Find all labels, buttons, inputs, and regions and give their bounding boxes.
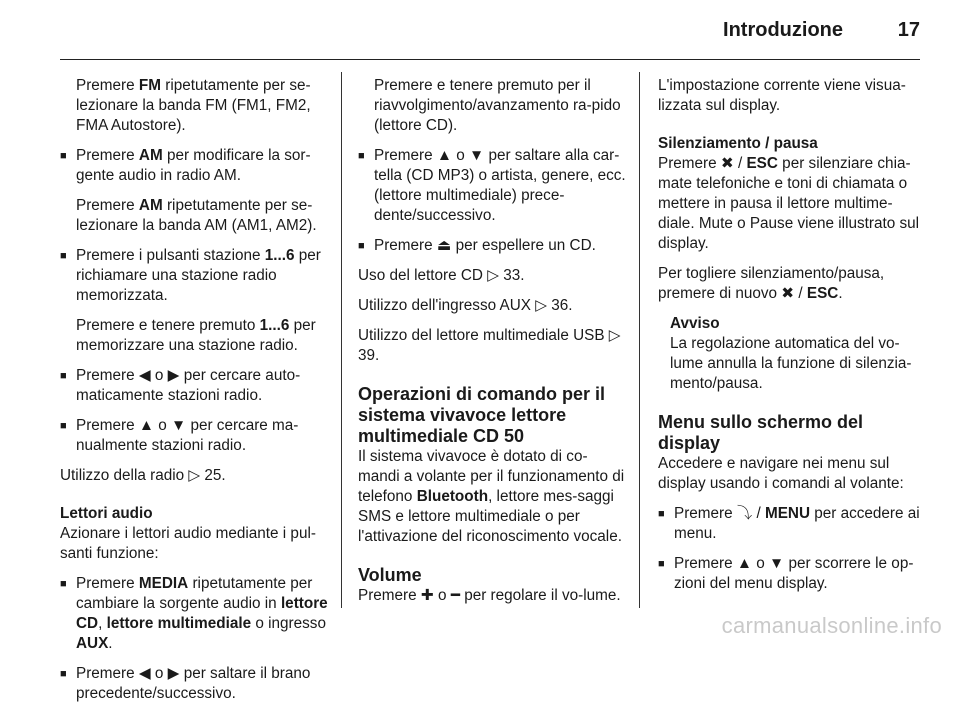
paragraph-fm: Premere FM ripetutamente per se-lezionare la banda FM (FM1, FM2, FMA Autostore). [76,77,311,134]
paragraph-mute: Premere ✖ / ESC per silenziare chia-mate telefoniche e toni di chiamata o mettere in pausa il lettore multime-diale. Mute o Pause viene illustrato sul display. [658,155,920,252]
list-item-am: ■ Premere AM per modificare la sor-gente audio in radio AM. Premere AM ripetutamente per se-lezionare la banda AM (AM1, AM2). [60,146,328,236]
column-1 [60,76,328,714]
aux-reference: Utilizzo dell'ingresso AUX ▷ 36. [358,297,573,314]
list-item-auto-seek: ■ Premere ◀ o ▶ per cercare auto-maticamente stazioni radio. [60,366,328,406]
radio-reference: Utilizzo della radio ▷ 25. [60,467,226,484]
list-item-menu-scroll: ■ Premere ▲ o ▼ per scorrere le op-zioni del menu display. [658,554,926,594]
paragraph-display-setting: L'impostazione corrente viene visua-lizzata sul display. [658,77,906,114]
paragraph-display-menu: Accedere e navigare nei menu sul display usando i comandi al volante: [658,455,904,492]
heading-volume: Volume [358,565,422,585]
list-item-media: ■ Premere MEDIA ripetutamente per cambiare la sorgente audio in lettore CD, lettore multimediale o ingresso AUX. [60,574,328,654]
note-text: La regolazione automatica del vo-lume annulla la funzione di silenzia-mento/pausa. [670,335,912,392]
heading-display-menu: Menu sullo schermo del display [658,412,864,453]
paragraph-volume: Premere ✚ o ━ per regolare il vo-lume. [358,587,621,604]
page-header [0,18,960,48]
watermark: carmanualsonline.info [721,613,942,638]
usb-reference: Utilizzo del lettore multimediale USB ▷ 39. [358,327,621,364]
section-title: Introduzione [723,19,843,41]
column-3 [658,76,926,604]
page-number: 17 [897,19,920,41]
list-item-station-buttons: ■ Premere i pulsanti stazione 1...6 per richiamare una stazione radio memorizzata. Premere e tenere premuto 1...6 per memorizzare una stazione radio. [60,246,328,356]
header-divider [60,59,920,60]
subheading-mute-pause: Silenziamento / pausa [658,135,818,152]
column-divider-1 [341,72,342,608]
column-2 [358,76,626,616]
subheading-audio-players: Lettori audio [60,505,153,522]
paragraph-fast-forward: Premere e tenere premuto per il riavvolgimento/avanzamento ra-pido (lettore CD). [374,77,621,134]
paragraph-handsfree: Il sistema vivavoce è dotato di co-mandi a volante per il funzionamento di telefono Bluetooth, lettore mes-saggi SMS e lettore multimediale o per l'attivazione del riconoscimento vocale. [358,448,625,545]
note-title: Avviso [670,315,720,332]
list-item-menu-access: ■ Premere ⤵ / MENU per accedere ai menu. [658,504,926,544]
heading-steering-controls: Operazioni di comando per il sistema vivavoce lettore multimediale CD 50 [358,384,606,446]
note-box [658,314,926,394]
paragraph-unmute: Per togliere silenziamento/pausa, premere di nuovo ✖ / ESC. [658,265,885,302]
paragraph-audio-players: Azionare i lettori audio mediante i pul-santi funzione: [60,525,316,562]
list-item-folder-skip: ■ Premere ▲ o ▼ per saltare alla car-tella (CD MP3) o artista, genere, ecc. (lettore multimediale) prece-dente/successivo. [358,146,626,226]
column-divider-2 [639,72,640,608]
list-item-track-skip: ■ Premere ◀ o ▶ per saltare il brano precedente/successivo. [60,664,328,704]
list-item-eject: ■ Premere ⏏ per espellere un CD. [358,236,626,256]
cd-reference: Uso del lettore CD ▷ 33. [358,267,525,284]
list-item-manual-seek: ■ Premere ▲ o ▼ per cercare ma-nualmente stazioni radio. [60,416,328,456]
